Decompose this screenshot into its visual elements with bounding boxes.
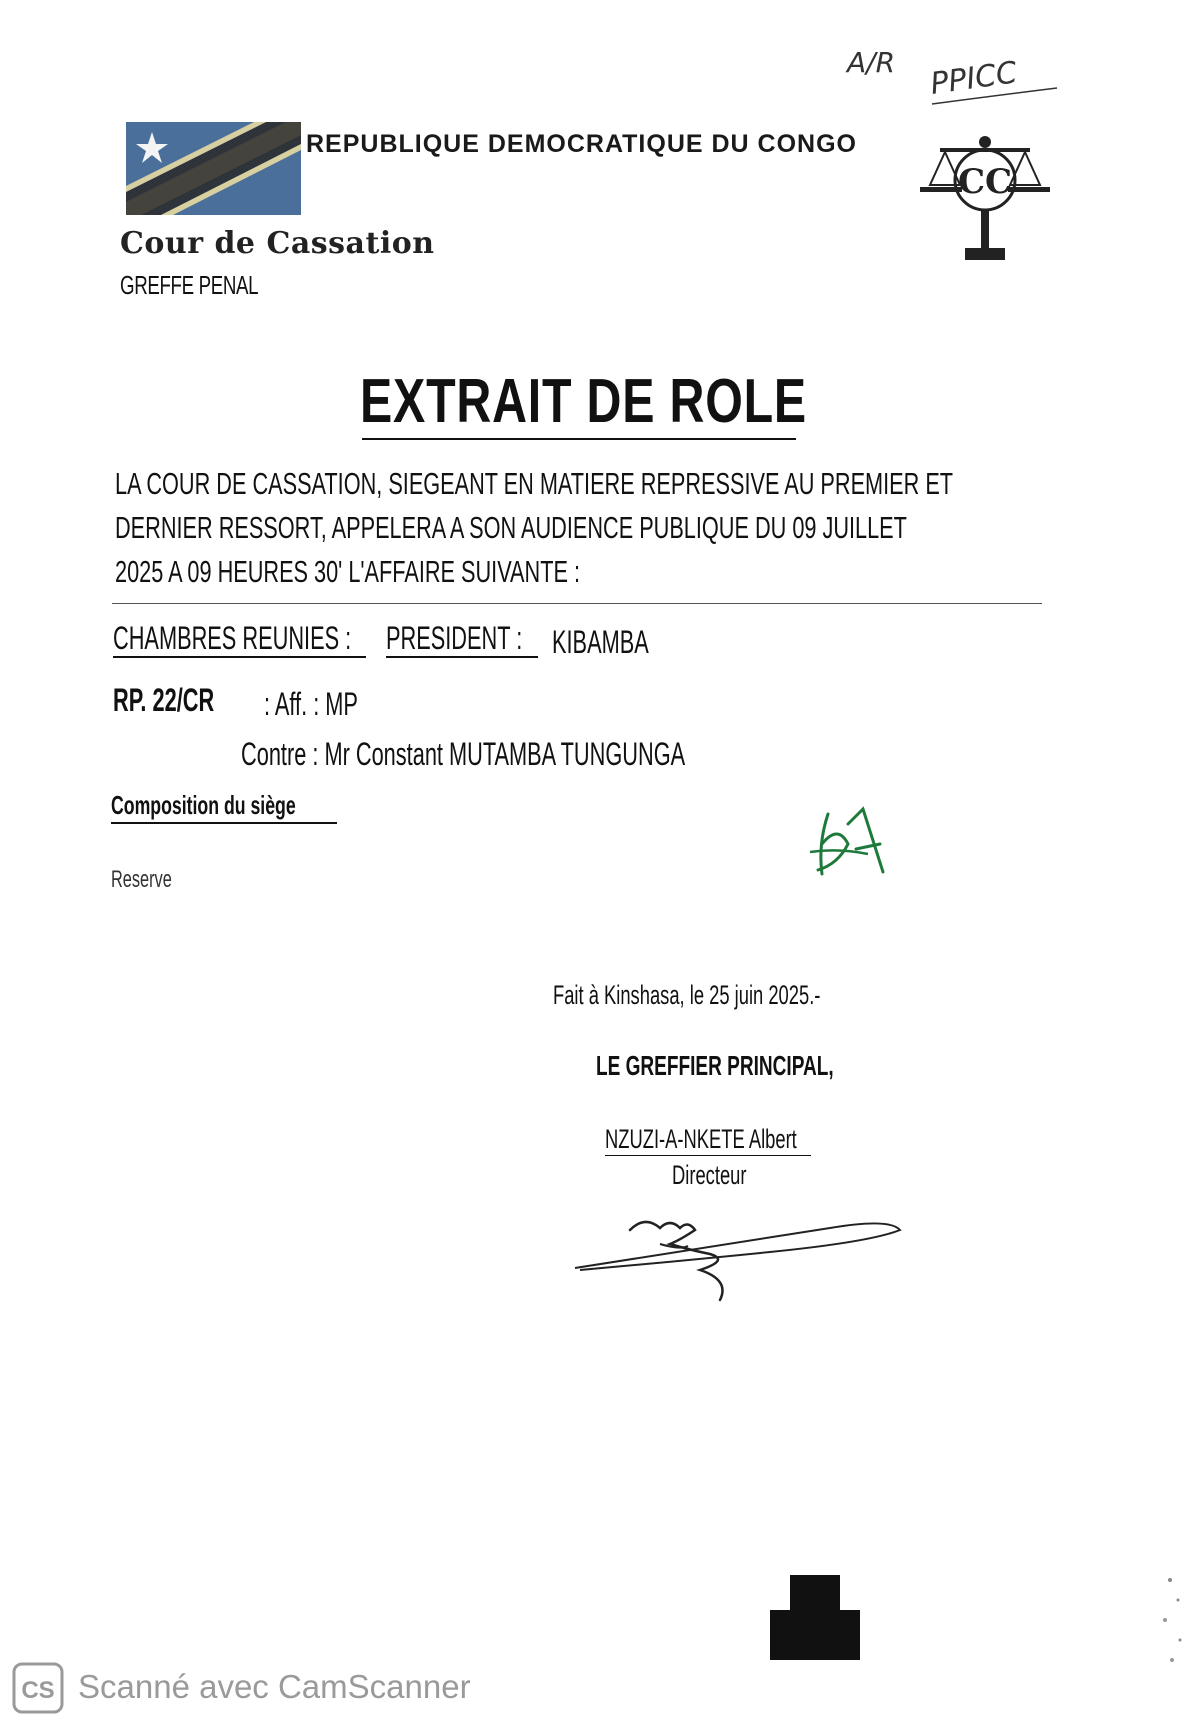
president-name: KIBAMBA xyxy=(552,624,649,660)
court-scales-emblem-icon xyxy=(920,130,1050,265)
svg-text:CS: CS xyxy=(21,1677,55,1704)
svg-text:A/R: A/R xyxy=(847,46,896,79)
camscanner-logo-icon xyxy=(12,1662,64,1714)
title-underline xyxy=(362,438,796,440)
affaire-party: : Aff. : MP xyxy=(264,686,358,722)
chambres-label: CHAMBRES REUNIES : xyxy=(113,620,352,656)
place-date: Fait à Kinshasa, le 25 juin 2025.- xyxy=(553,980,821,1010)
country-name: REPUBLIQUE DEMOCRATIQUE DU CONGO xyxy=(306,130,857,158)
announcement-line-1: LA COUR DE CASSATION, SIEGEANT EN MATIERE REPRESSIVE AU PREMIER ET xyxy=(115,466,954,501)
handwritten-note-ppicc xyxy=(922,36,1062,106)
contre-party: Contre : Mr Constant MUTAMBA TUNGUNGA xyxy=(241,736,686,772)
president-label: PRESIDENT : xyxy=(386,620,523,656)
composition-underline xyxy=(111,822,337,824)
composition-label: Composition du siège xyxy=(111,790,296,820)
president-underline xyxy=(386,656,538,658)
department-name: GREFFE PENAL xyxy=(120,270,259,300)
court-name: Cour de Cassation xyxy=(120,226,435,261)
green-initials-signature-icon xyxy=(808,804,888,882)
composition-value: Reserve xyxy=(111,866,172,893)
svg-text:CC: CC xyxy=(957,162,1013,202)
camscanner-watermark: Scanné avec CamScanner xyxy=(78,1668,471,1705)
scanned-stamp-shadow xyxy=(360,1380,960,1660)
chambres-underline xyxy=(113,656,366,658)
signatory-role: LE GREFFIER PRINCIPAL, xyxy=(596,1050,834,1081)
scan-edge-noise xyxy=(1150,1560,1190,1670)
handwritten-signature-icon xyxy=(570,1210,910,1310)
announcement-divider xyxy=(112,603,1042,604)
signatory-title: Directeur xyxy=(672,1160,747,1190)
case-number: RP. 22/CR xyxy=(113,682,215,718)
document-title: EXTRAIT DE ROLE xyxy=(360,367,807,436)
signatory-name-underline xyxy=(605,1155,811,1156)
announcement-line-2: DERNIER RESSORT, APPELERA A SON AUDIENCE PUBLIQUE DU 09 JUILLET xyxy=(115,510,907,545)
announcement-line-3: 2025 A 09 HEURES 30' L'AFFAIRE SUIVANTE : xyxy=(115,554,580,589)
signatory-name: NZUZI-A-NKETE Albert xyxy=(605,1124,797,1154)
drc-flag xyxy=(126,122,301,215)
handwritten-note-ar xyxy=(845,38,905,82)
svg-text:PPICC: PPICC xyxy=(928,55,1020,102)
